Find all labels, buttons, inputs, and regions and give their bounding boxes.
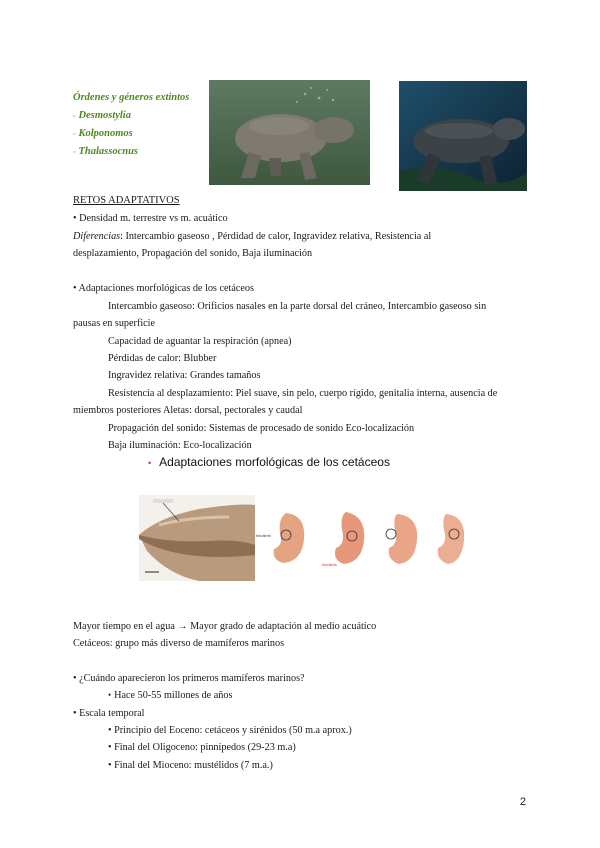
adaptation-item: Resistencia al desplazamiento: Piel suave, sin pelo, cuerpo rígido, genitalia interna, ausencia de bbox=[108, 388, 498, 399]
extinct-orders-title: Órdenes y géneros extintos bbox=[73, 92, 190, 103]
genus-item: ▫ Thalassocnus bbox=[73, 146, 139, 157]
timeline-item: • Final del Oligoceno: pinnípedos (29-23 m.a) bbox=[108, 742, 296, 753]
answer-line: • Hace 50-55 millones de años bbox=[108, 690, 233, 701]
adaptation-item: Pérdidas de calor: Blubber bbox=[108, 353, 217, 364]
adaptation-item-cont: pausas en superficie bbox=[73, 318, 156, 329]
thalassocnus-illustration bbox=[399, 81, 527, 191]
retos-heading: RETOS ADAPTATIVOS bbox=[73, 195, 180, 206]
adaptation-item: Propagación del sonido: Sistemas de procesado de sonido Eco-localización bbox=[108, 423, 415, 434]
svg-text:hindlimb: hindlimb bbox=[256, 533, 271, 538]
timeline-item: • Principio del Eoceno: cetáceos y sirénidos (50 m.a aprox.) bbox=[108, 725, 352, 736]
adaptation-item: Intercambio gaseoso: Orificios nasales en la parte dorsal del cráneo, Intercambio gaseoso sin bbox=[108, 301, 487, 312]
embryo-stage-2 bbox=[322, 508, 370, 570]
genus-item: ▫ Desmostylia bbox=[73, 110, 131, 121]
embryo-stage-1 bbox=[256, 505, 316, 571]
summary-line-2: Cetáceos: grupo más diverso de mamíferos marinos bbox=[73, 638, 285, 649]
question-line: • ¿Cuándo aparecieron los primeros mamíferos marinos? bbox=[73, 673, 305, 684]
page-number: 2 bbox=[519, 796, 526, 808]
slide-title: • Adaptaciones morfológicas de los cetáceos bbox=[148, 455, 390, 469]
differences-line: Diferencias: Intercambio gaseoso , Pérdidad de calor, Ingravidez relativa, Resistencia al bbox=[73, 231, 432, 242]
adaptation-item-cont: miembros posteriores Aletas: dorsal, pectorales y caudal bbox=[73, 405, 303, 416]
adaptation-item: Baja iluminación: Eco-localización bbox=[108, 440, 252, 451]
svg-text:hindlimb: hindlimb bbox=[322, 562, 337, 567]
adaptations-heading: • Adaptaciones morfológicas de los cetáceos bbox=[73, 283, 254, 294]
summary-line-1: Mayor tiempo en el agua → Mayor grado de adaptación al medio acuático bbox=[73, 621, 377, 632]
adaptation-item: Capacidad de aguantar la respiración (apnea) bbox=[108, 336, 292, 347]
embryo-stage-3 bbox=[377, 510, 423, 570]
embryo-stage-4 bbox=[428, 510, 470, 570]
timeline-heading: • Escala temporal bbox=[73, 708, 145, 719]
differences-line-cont: desplazamiento, Propagación del sonido, Baja iluminación bbox=[73, 248, 313, 259]
adaptation-item: Ingravidez relativa: Grandes tamaños bbox=[108, 370, 261, 381]
density-line: • Densidad m. terrestre vs m. acuático bbox=[73, 213, 228, 224]
timeline-item: • Final del Mioceno: mustélidos (7 m.a.) bbox=[108, 760, 273, 771]
desmostylia-illustration bbox=[209, 80, 370, 185]
dolphin-head-photo bbox=[139, 495, 255, 581]
genus-item: ▫ Kolponomos bbox=[73, 128, 133, 139]
